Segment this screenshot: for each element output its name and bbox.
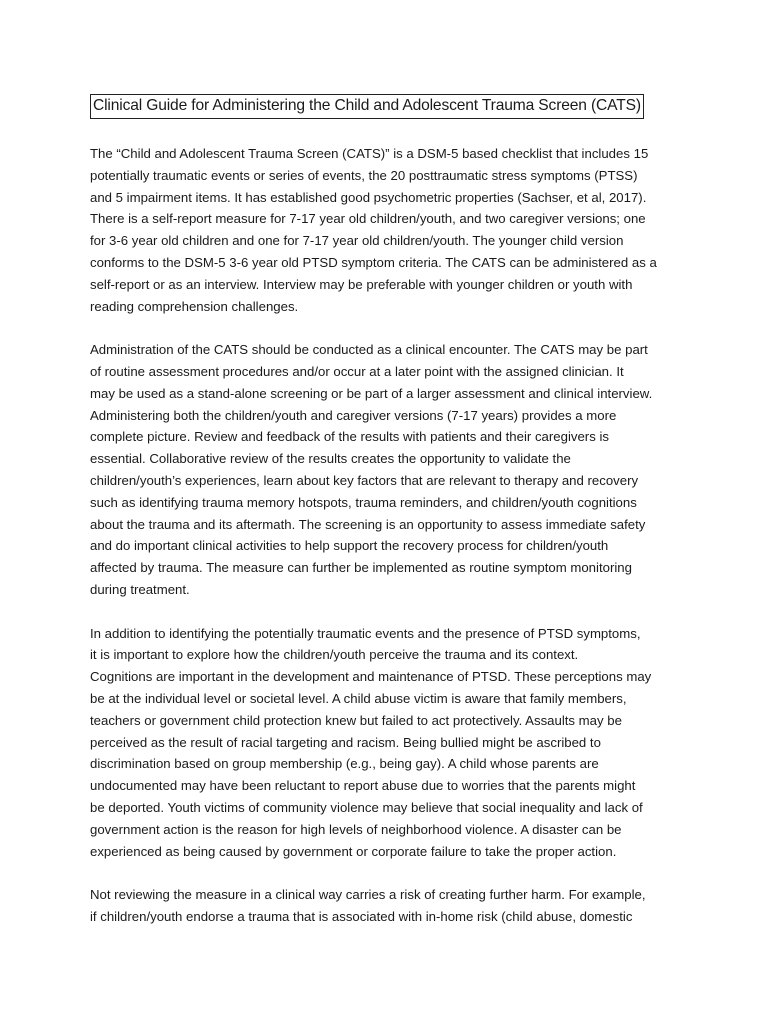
text-line: if children/youth endorse a trauma that is associated with in-home risk (child abuse, domestic xyxy=(90,908,633,924)
text-line: for 3-6 year old children and one for 7-17 year old children/youth. The younger child version xyxy=(90,233,624,249)
paragraph-spacer xyxy=(90,862,682,884)
paragraph-administration xyxy=(90,339,682,601)
text-line: Administering both the children/youth and caregiver versions (7-17 years) provides a more xyxy=(90,407,617,423)
document-title: Clinical Guide for Administering the Child and Adolescent Trauma Screen (CATS) xyxy=(90,94,644,119)
text-line: such as identifying trauma memory hotspots, trauma reminders, and children/youth cognitions xyxy=(90,494,637,510)
text-line: essential. Collaborative review of the results creates the opportunity to validate the xyxy=(90,451,571,467)
text-line: complete picture. Review and feedback of the results with patients and their caregivers is xyxy=(90,429,609,445)
text-line: There is a self-report measure for 7-17 year old children/youth, and two caregiver versions; one xyxy=(90,211,646,227)
text-line: affected by trauma. The measure can further be implemented as routine symptom monitoring xyxy=(90,560,632,576)
text-line: discrimination based on group membership (e.g., being gay). A child whose parents are xyxy=(90,756,599,772)
text-line: perceived as the result of racial targeting and racism. Being bullied might be ascribed to xyxy=(90,734,601,750)
text-line: government action is the reason for high levels of neighborhood violence. A disaster can be xyxy=(90,821,622,837)
text-line: self-report or as an interview. Interview may be preferable with younger children or youth with xyxy=(90,276,633,292)
paragraph-cats-overview xyxy=(90,143,682,317)
text-line: children/youth’s experiences, learn about key factors that are relevant to therapy and recovery xyxy=(90,472,639,488)
text-line: during treatment. xyxy=(90,581,190,597)
paragraph-harm-risk xyxy=(90,884,682,928)
text-line: In addition to identifying the potentially traumatic events and the presence of PTSD symptoms, xyxy=(90,625,641,641)
text-line: potentially traumatic events or series of events, the 20 posttraumatic stress symptoms (PTSS) xyxy=(90,167,638,183)
text-line: Not reviewing the measure in a clinical way carries a risk of creating further harm. For example, xyxy=(90,887,646,903)
paragraph-spacer xyxy=(90,601,682,623)
text-line: and do important clinical activities to help support the recovery process for children/youth xyxy=(90,538,609,554)
text-line: Administration of the CATS should be conducted as a clinical encounter. The CATS may be part xyxy=(90,342,648,358)
text-line: conforms to the DSM-5 3-6 year old PTSD symptom criteria. The CATS can be administered as a xyxy=(90,254,657,270)
text-line: about the trauma and its aftermath. The screening is an opportunity to assess immediate safety xyxy=(90,516,646,532)
text-line: of routine assessment procedures and/or occur at a later point with the assigned clinician. It xyxy=(90,363,624,379)
text-line: it is important to explore how the children/youth perceive the trauma and its context. xyxy=(90,647,579,663)
text-line: be at the individual level or societal level. A child abuse victim is aware that family members, xyxy=(90,690,627,706)
text-line: and 5 impairment items. It has established good psychometric properties (Sachser, et al, 2017). xyxy=(90,189,647,205)
text-line: undocumented may have been reluctant to report abuse due to worries that the parents might xyxy=(90,778,636,794)
text-line: teachers or government child protection knew but failed to act protectively. Assaults may be xyxy=(90,712,622,728)
text-line: be deported. Youth victims of community violence may believe that social inequality and lack of xyxy=(90,799,643,815)
text-line: experienced as being caused by government or corporate failure to take the proper action. xyxy=(90,843,617,859)
paragraph-spacer xyxy=(90,317,682,339)
text-line: The “Child and Adolescent Trauma Screen (CATS)” is a DSM-5 based checklist that includes 15 xyxy=(90,146,649,161)
text-line: reading comprehension challenges. xyxy=(90,298,299,314)
text-line: may be used as a stand-alone screening or be part of a larger assessment and clinical interview. xyxy=(90,385,653,401)
text-line: Cognitions are important in the development and maintenance of PTSD. These perceptions may xyxy=(90,669,652,685)
document-page xyxy=(90,94,682,928)
paragraph-cognitions xyxy=(90,623,682,863)
